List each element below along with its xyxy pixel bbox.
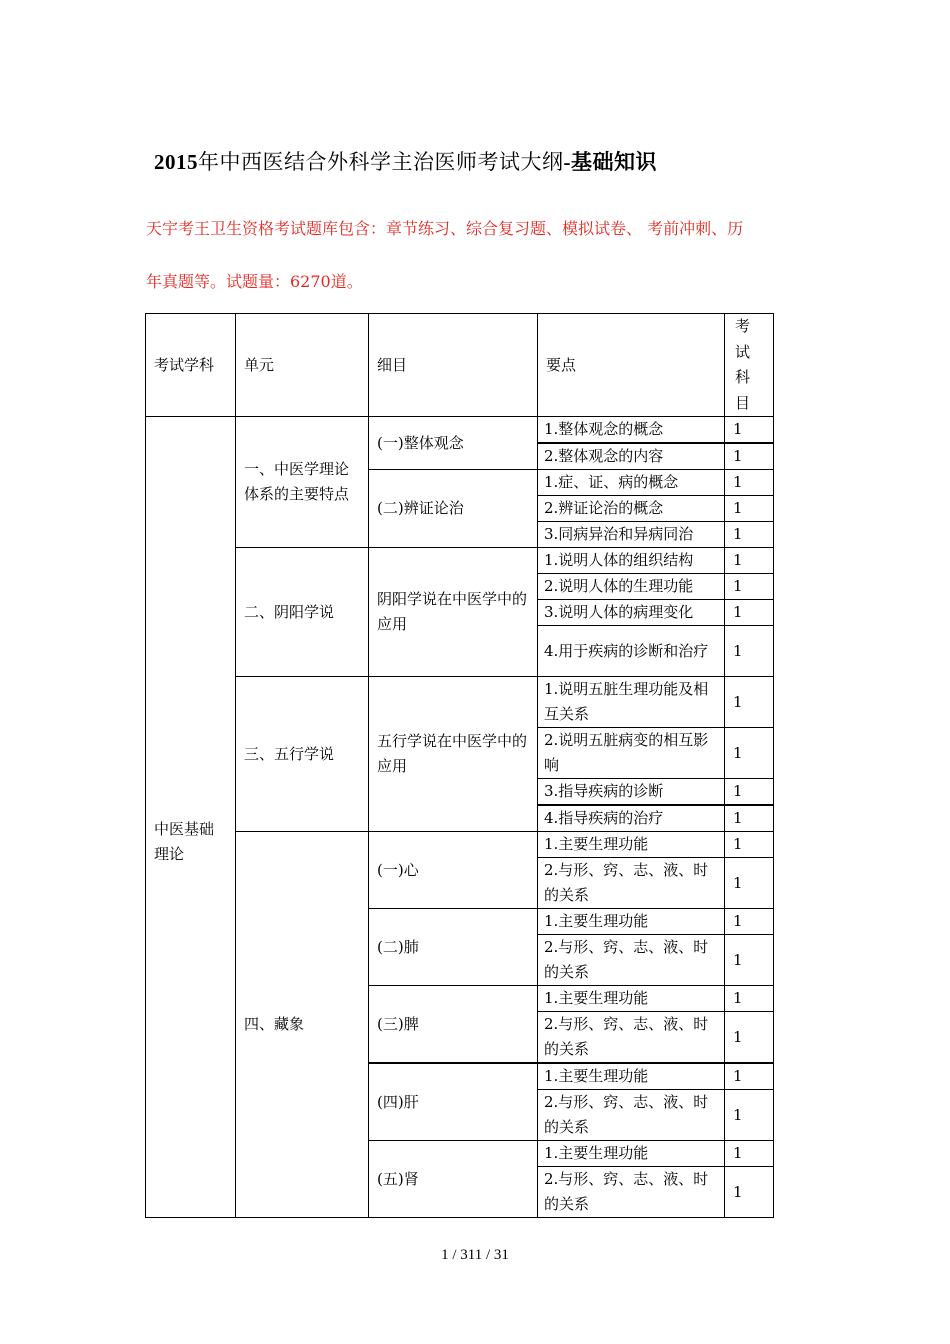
point-cell: 1.症、证、病的概念 [538,470,725,496]
point-cell: 1.主要生理功能 [538,832,725,858]
header-score [725,314,774,417]
score-cell: 1 [725,548,774,574]
detail-cell-9: (五)肾 [369,1141,538,1218]
point-cell: 1.主要生理功能 [538,1063,725,1090]
detail-cell-6: (二)肺 [369,909,538,986]
detail-cell-8: (四)肝 [369,1063,538,1141]
score-cell: 1 [725,1063,774,1090]
point-cell: 2.说明五脏病变的相互影响 [538,728,725,779]
point-cell: 1.说明五脏生理功能及相互关系 [538,677,725,728]
point-cell: 1.主要生理功能 [538,909,725,935]
score-cell: 1 [725,1141,774,1167]
score-cell: 1 [725,574,774,600]
table-row [146,677,774,728]
point-cell: 2.与形、窍、志、液、时的关系 [538,935,725,986]
page-number: 1 / 311 / 31 [441,1247,509,1263]
score-cell: 1 [725,935,774,986]
score-cell: 1 [725,858,774,909]
header-subject: 考试学科 [146,314,236,417]
point-cell: 4.用于疾病的诊断和治疗 [538,626,725,677]
subject-cell: 中医基础理论 [146,417,236,1218]
table-row [146,417,774,444]
score-cell: 1 [725,417,774,444]
intro-line-2: 年真题等。试题量：6270道。 [146,272,363,291]
unit-cell-3: 三、五行学说 [236,677,369,832]
title-year: 2015 [154,150,198,174]
score-cell: 1 [725,677,774,728]
detail-cell-7: (三)脾 [369,986,538,1064]
score-cell: 1 [725,779,774,806]
point-cell: 2.辨证论治的概念 [538,496,725,522]
score-cell: 1 [725,832,774,858]
intro-line-1: 天宇考王卫生资格考试题库包含：章节练习、综合复习题、模拟试卷、 考前冲刺、历 [146,219,744,238]
table-header-row [146,314,774,417]
unit-cell-2: 二、阴阳学说 [236,548,369,677]
score-cell: 1 [725,728,774,779]
score-cell: 1 [725,470,774,496]
title-suffix: -基础知识 [563,150,657,174]
detail-cell-1: (一)整体观念 [369,417,538,470]
score-cell: 1 [725,600,774,626]
score-cell: 1 [725,626,774,677]
point-cell: 2.说明人体的生理功能 [538,574,725,600]
detail-cell-3: 阴阳学说在中医学中的应用 [369,548,538,677]
header-detail: 细目 [369,314,538,417]
point-cell: 1.主要生理功能 [538,1141,725,1167]
header-score-text: 考试科目 [735,317,751,412]
syllabus-table [145,313,774,1218]
table-row [146,832,774,858]
point-cell: 3.说明人体的病理变化 [538,600,725,626]
score-cell: 1 [725,443,774,470]
unit-cell-4: 四、藏象 [236,832,369,1218]
point-cell: 2.与形、窍、志、液、时的关系 [538,1090,725,1141]
page-title [154,146,657,176]
score-cell: 1 [725,1167,774,1218]
point-cell: 2.整体观念的内容 [538,443,725,470]
point-cell: 2.与形、窍、志、液、时的关系 [538,1167,725,1218]
point-cell: 2.与形、窍、志、液、时的关系 [538,858,725,909]
point-cell: 3.指导疾病的诊断 [538,779,725,806]
score-cell: 1 [725,496,774,522]
score-cell: 1 [725,1012,774,1064]
point-cell: 1.主要生理功能 [538,986,725,1012]
score-cell: 1 [725,986,774,1012]
point-cell: 4.指导疾病的治疗 [538,805,725,832]
point-cell: 1.整体观念的概念 [538,417,725,444]
score-cell: 1 [725,522,774,548]
point-cell: 3.同病异治和异病同治 [538,522,725,548]
header-unit: 单元 [236,314,369,417]
unit-cell-1: 一、中医学理论体系的主要特点 [236,417,369,548]
table-row [146,548,774,574]
title-main: 年中西医结合外科学主治医师考试大纲 [198,150,564,174]
score-cell: 1 [725,1090,774,1141]
detail-cell-5: (一)心 [369,832,538,909]
score-cell: 1 [725,805,774,832]
header-point: 要点 [538,314,725,417]
point-cell: 1.说明人体的组织结构 [538,548,725,574]
point-cell: 2.与形、窍、志、液、时的关系 [538,1012,725,1064]
score-cell: 1 [725,909,774,935]
detail-cell-2: (二)辨证论治 [369,470,538,548]
detail-cell-4: 五行学说在中医学中的应用 [369,677,538,832]
